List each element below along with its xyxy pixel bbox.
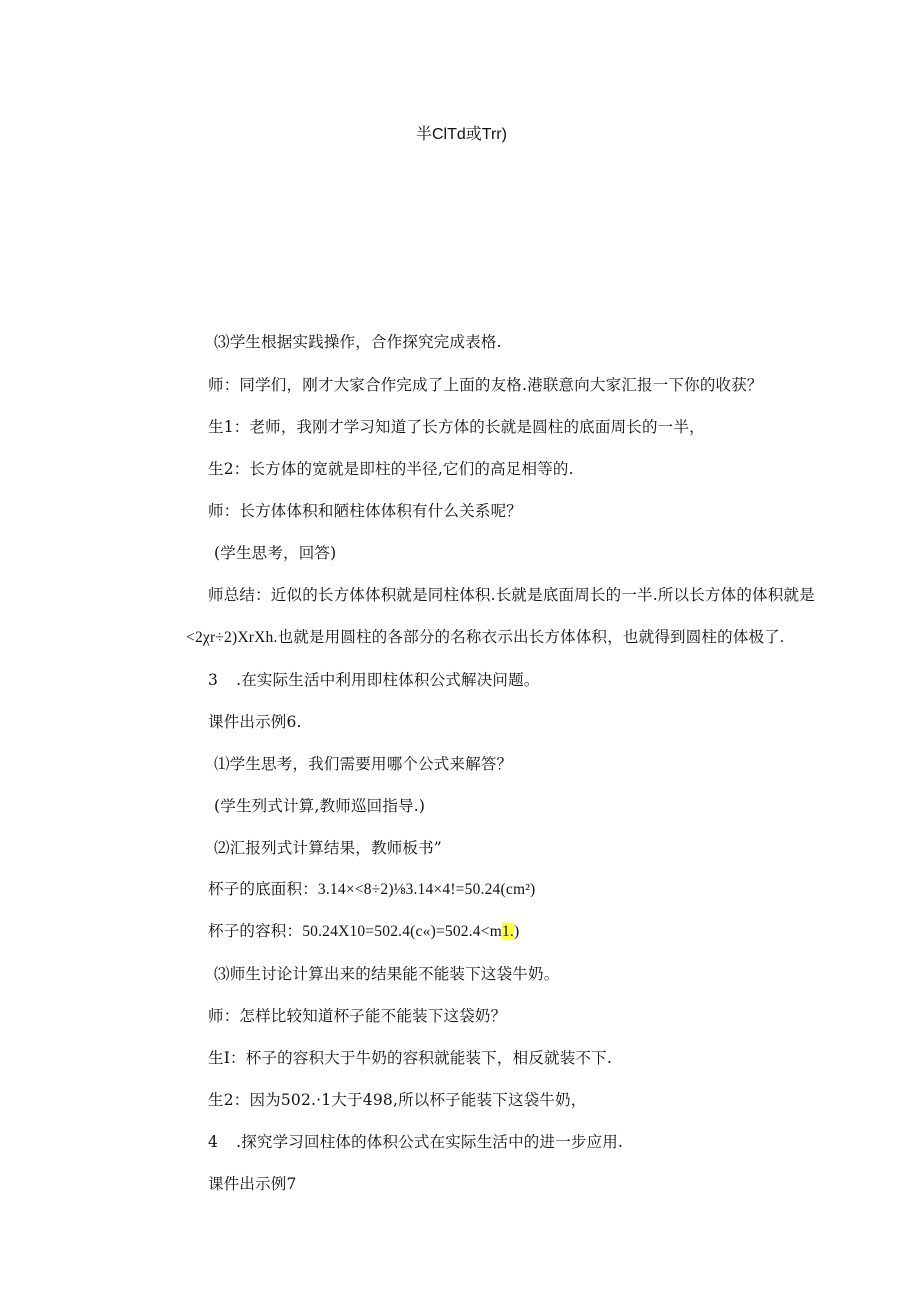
volume-text: 杯子的容积：50.24X10=502.4(c«)=502.4<m	[208, 923, 502, 940]
paragraph-student-answer-1: 生I：杯子的容积大于牛奶的容积就能装下，相反就装不下.	[208, 1049, 612, 1067]
paragraph-summary-formula: <2χr÷2)XrXh.也就是用圆柱的各部分的名称衣示出长方体体积，也就得到圆柱的体极了.	[186, 629, 785, 646]
formula-fragment: 半ClTd或Trr)	[416, 126, 507, 143]
paragraph-teacher-relation: 师：长方体体积和陋柱体体积有什么关系呢？	[208, 502, 523, 520]
section-title: .在实际生活中利用即柱体积公式解决问题。	[236, 671, 540, 689]
section-heading-3	[208, 670, 540, 690]
volume-text-end: )	[513, 923, 520, 940]
paragraph-student-1: 生1：老师，我刚才学习知道了长方体的长就是圆柱的底面周长的一半，	[208, 418, 705, 436]
paragraph-student-2: 生2：长方体的宽就是即柱的半径,它们的高足相等的.	[208, 460, 574, 478]
paragraph-step-3: ⑶学生根据实践操作，合作探究完成表格.	[214, 333, 502, 351]
section-title: .探究学习回柱体的体积公式在实际生活中的进一步应用.	[236, 1133, 624, 1151]
paragraph-step-1: ⑴学生思考，我们需要用哪个公式来解答？	[214, 755, 513, 773]
section-number: 4	[208, 1133, 219, 1151]
paragraph-teacher-question: 师：同学们，刚才大家合作完成了上面的友格.港联意向大家汇报一下你的收获？	[208, 376, 763, 394]
section-number: 3	[208, 671, 219, 689]
paragraph-step-3-discuss: ⑶师生讨论计算出来的结果能不能装下这袋牛奶。	[214, 965, 560, 983]
paragraph-example-6: 课件出示例6.	[208, 713, 302, 731]
paragraph-student-thinking: (学生思考，回答)	[214, 544, 337, 562]
highlighted-text: 1.	[501, 923, 514, 940]
paragraph-step-2: ⑵汇报列式计算结果，教师板书”	[214, 839, 442, 857]
paragraph-volume	[208, 922, 519, 942]
paragraph-base-area: 杯子的底面积：3.14×<8÷2)⅛3.14×4!=50.24(cm²)	[208, 881, 536, 898]
paragraph-example-7: 课件出示例7	[208, 1175, 297, 1193]
paragraph-teacher-compare: 师：怎样比较知道杯子能不能装下这袋奶？	[208, 1007, 507, 1025]
paragraph-student-calc: (学生列式计算,教师巡回指导.)	[214, 797, 426, 815]
paragraph-student-answer-2: 生2：因为502.·1大于498,所以杯子能装下这袋牛奶，	[208, 1091, 587, 1109]
section-heading-4	[208, 1132, 623, 1152]
paragraph-teacher-summary: 师总结：近似的长方体体积就是同柱体积.长就是底面周长的一半.所以长方体的体积就是	[208, 586, 815, 604]
